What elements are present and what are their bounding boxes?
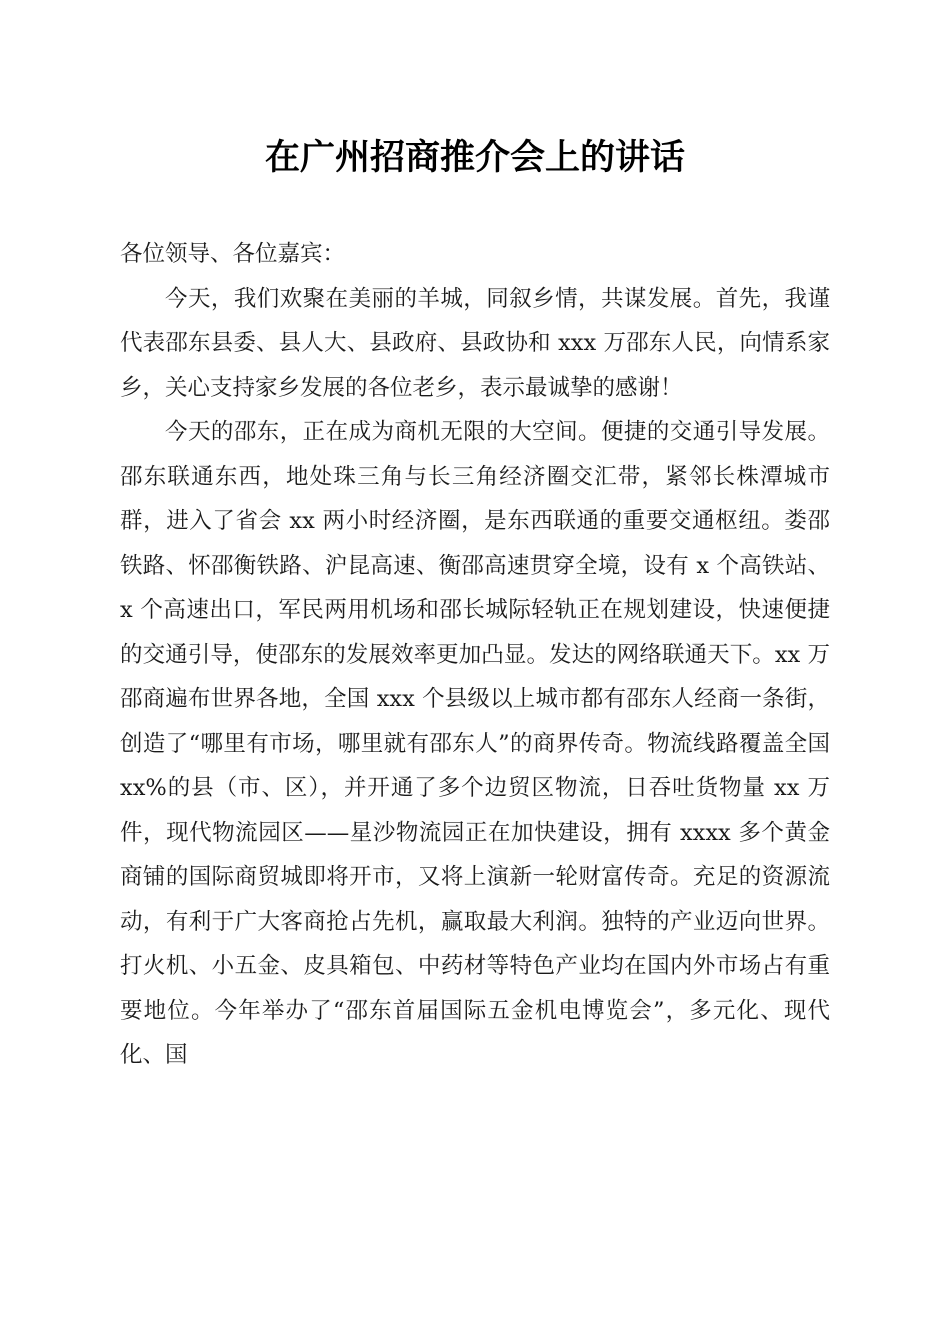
paragraph-advantages: 今天的邵东，正在成为商机无限的大空间。便捷的交通引导发展。邵东联通东西，地处珠三角与长三角经济圈交汇带，紧邻长株潭城市群，进入了省会 xx 两小时经济圈，是东西联通的重要交通枢纽。娄邵铁路、怀邵衡铁路、沪昆高速、衡邵高速贯穿全境，设有 x 个高铁站、x 个高速出口，军民两用机场和邵长城际轻轨正在规划建设，快速便捷的交通引导，使邵东的发展效率更加凸显。发达的网络联通天下。xx 万邵商遍布世界各地，全国 xxx 个县级以上城市都有邵东人经商一条街，创造了“哪里有市场，哪里就有邵东人”的商界传奇。物流线路覆盖全国 xx%的县（市、区），并开通了多个边贸区物流，日吞吐货物量 xx 万件，现代物流园区——星沙物流园正在加快建设，拥有 xxxx 多个黄金商铺的国际商贸城即将开市，又将上演新一轮财富传奇。充足的资源流动，有利于广大客商抢占先机，赢取最大利润。独特的产业迈向世界。打火机、小五金、皮具箱包、中药材等特色产业均在国内外市场占有重要地位。今年举办了“邵东首届国际五金机电博览会”，多元化、现代化、国 bbox=[120, 419, 830, 1068]
salutation: 各位领导、各位嘉宾： bbox=[120, 241, 346, 267]
paragraph-opening: 今天，我们欢聚在美丽的羊城，同叙乡情，共谋发展。首先，我谨代表邵东县委、县人大、县政府、县政协和 xxx 万邵东人民，向情系家乡，关心支持家乡发展的各位老乡，表示最诚挚的感谢！ bbox=[120, 285, 830, 401]
document-title: 在广州招商推介会上的讲话 bbox=[264, 137, 685, 178]
document-body bbox=[120, 232, 830, 1078]
